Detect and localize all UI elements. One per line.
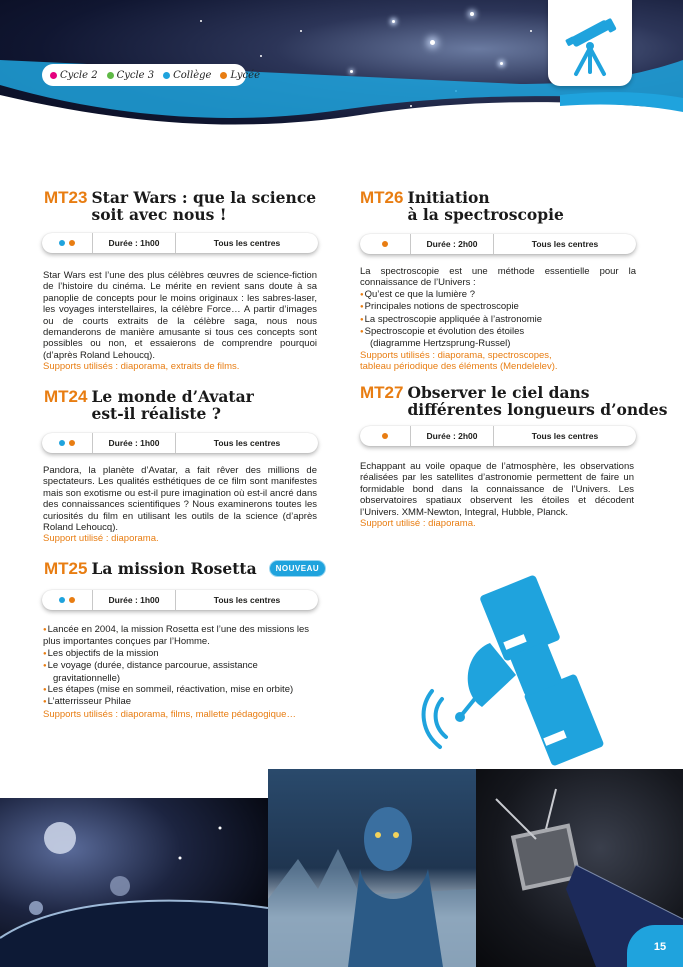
description: Pandora, la planète d’Avatar, a fait rêver des millions de spectateurs. Les qualités esthétiques de ce film sont manifestes mais son exotisme ou est-il pure imagination où est-il ancré dans des connaissances scientifiques ? Nous examinerons toutes les curiosités du film en utilisant les outils de la science (d’après Roland Lehoucq). bbox=[43, 465, 317, 534]
activity-title: Star Wars : que la science soit avec nous ! bbox=[91, 188, 317, 224]
planets-image bbox=[0, 798, 268, 967]
bullet-item: ● Les étapes (mise en sommeil, réactivation, mise en orbite) bbox=[43, 684, 319, 696]
duration-label: Durée : 2h00 bbox=[410, 426, 494, 446]
centres-label: Tous les centres bbox=[531, 239, 599, 249]
level-dots bbox=[42, 597, 92, 603]
activity-title: Le monde d’Avatar est-il réaliste ? bbox=[91, 387, 254, 423]
mt25-body bbox=[43, 624, 319, 720]
activity-code: MT24 bbox=[44, 387, 88, 406]
category-badge bbox=[548, 0, 632, 86]
level-dots bbox=[360, 241, 410, 247]
activity-title: Initiation à la spectroscopie bbox=[407, 188, 564, 224]
bullet-item: ● Le voyage (durée, distance parcourue, assistance bbox=[43, 660, 319, 672]
mt27-body bbox=[360, 461, 634, 529]
activity-title: Observer le ciel dans différentes longueurs d’ondes bbox=[407, 383, 668, 419]
duration-label: Durée : 1h00 bbox=[92, 233, 176, 253]
mt26-heading bbox=[360, 189, 564, 223]
duration-label: Durée : 2h00 bbox=[410, 234, 494, 254]
activity-title: La mission Rosetta bbox=[91, 559, 257, 578]
mt24-heading bbox=[44, 388, 254, 422]
level-cycle3: Cycle 3 bbox=[107, 70, 155, 81]
centres-label: Tous les centres bbox=[213, 595, 281, 605]
satellite-icon bbox=[420, 575, 610, 775]
telescope-icon bbox=[548, 0, 632, 86]
bullet-item: ● La spectroscopie appliquée à l’astronomie bbox=[360, 314, 636, 326]
bullet-item: ● Qu’est ce que la lumière ? bbox=[360, 289, 636, 301]
activity-code: MT25 bbox=[44, 559, 88, 578]
mt25-heading bbox=[44, 560, 326, 578]
supports-line: Supports utilisés : diaporama, spectroscopes, tableau périodique des éléments (Mendelelev). bbox=[360, 349, 558, 373]
mt23-info-bar bbox=[42, 233, 318, 253]
activity-code: MT23 bbox=[44, 188, 88, 207]
description: Echappant au voile opaque de l’atmosphère, les observations réalisées par les satellites d’astronomie permettent de faire un formidable bond dans la connaissance de l’Univers. Les observatoires spatiaux observent les étoiles et décodent l’Univers. XMM-Newton, Integral, Hubble, Planck. bbox=[360, 461, 634, 518]
description: Star Wars est l’une des plus célèbres œuvres de science-fiction de l’histoire du cinéma. Le mérite en revient sans doute à sa panoplie de concepts pour le moins originaux : les sabres-laser, les voyages interstellaires, la célèbre Force… A partir d’images ou de courts extraits de la célèbre saga, nous nous demanderons de manière amusante si tous ces concepts sont possibles ou non, et essaierons de comprendre pourquoi (d’après Roland Lehoucq). bbox=[43, 270, 317, 361]
centres-label: Tous les centres bbox=[213, 238, 281, 248]
bullet-item: ● Spectroscopie et évolution des étoiles bbox=[360, 326, 636, 338]
supports-line: Support utilisé : diaporama. bbox=[43, 533, 159, 545]
centres-label: Tous les centres bbox=[213, 438, 281, 448]
new-badge: NOUVEAU bbox=[269, 560, 327, 577]
bullet-item: ● Principales notions de spectroscopie bbox=[360, 301, 636, 313]
supports-line: Supports utilisés : diaporama, films, mallette pédagogique… bbox=[43, 708, 296, 720]
mt23-body bbox=[43, 270, 317, 373]
intro: La spectroscopie est une méthode essentielle pour la connaissance de l’Univers : bbox=[360, 266, 636, 289]
bullet-continuation: (diagramme Hertzsprung-Russel) bbox=[370, 338, 511, 350]
level-cycle2: Cycle 2 bbox=[50, 70, 98, 81]
bullet-item: ● Les objectifs de la mission bbox=[43, 648, 319, 660]
supports-line: Supports utilisés : diaporama, extraits de films. bbox=[43, 361, 240, 373]
level-dots bbox=[360, 433, 410, 439]
mt24-info-bar bbox=[42, 433, 318, 453]
supports-line: Support utilisé : diaporama. bbox=[360, 518, 476, 530]
activity-code: MT27 bbox=[360, 383, 404, 402]
level-dots bbox=[42, 440, 92, 446]
centres-label: Tous les centres bbox=[531, 431, 599, 441]
page-number: 15 bbox=[627, 925, 683, 967]
level-lycee: Lycée bbox=[220, 70, 260, 81]
level-college: Collège bbox=[163, 70, 211, 81]
mt26-info-bar bbox=[360, 234, 636, 254]
avatar-image bbox=[268, 769, 476, 967]
level-dots bbox=[42, 240, 92, 246]
duration-label: Durée : 1h00 bbox=[92, 433, 176, 453]
mt24-body bbox=[43, 465, 317, 545]
mt27-info-bar bbox=[360, 426, 636, 446]
mt27-heading bbox=[360, 384, 668, 418]
bullet-continuation: gravitationnelle) bbox=[53, 672, 121, 684]
bullet-item: ● L’atterrisseur Philae bbox=[43, 696, 319, 708]
mt26-body bbox=[360, 266, 636, 373]
activity-code: MT26 bbox=[360, 188, 404, 207]
mt25-info-bar bbox=[42, 590, 318, 610]
mt23-heading bbox=[44, 189, 316, 223]
duration-label: Durée : 1h00 bbox=[92, 590, 176, 610]
intro: ● Lancée en 2004, la mission Rosetta est l’une des missions les plus importantes conçues par l’Homme. bbox=[43, 624, 319, 648]
level-legend bbox=[42, 64, 260, 86]
